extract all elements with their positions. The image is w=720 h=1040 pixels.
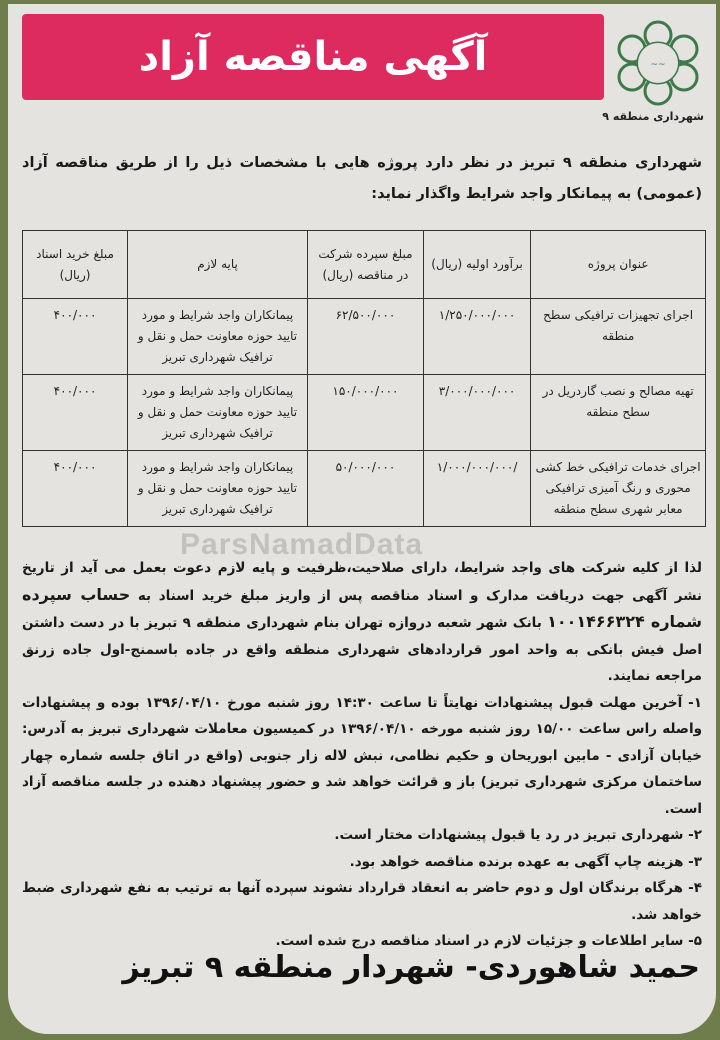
condition-item: ۲- شهرداری تبریز در رد یا قبول پیشنهادات مختار است.	[334, 827, 702, 843]
instructions-part-a: لذا از کلیه شرکت های واجد شرایط، دارای صلاحیت،ظرفیت و پایه لازم دعوت بعمل می آید از تاریخ نشر آگهی جهت دریافت مدارک و اسناد مناقصه پس از واریز مبلغ خرید اسناد به	[22, 560, 702, 604]
requirement: پیمانکاران واجد شرایط و مورد تایید حوزه معاونت حمل و نقل و ترافیک شهرداری تبریز	[128, 451, 308, 527]
doc-price: ۴۰۰/۰۰۰	[23, 451, 128, 527]
project-title: تهیه مصالح و نصب گاردریل در سطح منطقه	[531, 375, 706, 451]
project-title: اجرای تجهیزات ترافیکی سطح منطقه	[531, 299, 706, 375]
requirement: پیمانکاران واجد شرایط و مورد تایید حوزه معاونت حمل و نقل و ترافیک شهرداری تبریز	[128, 375, 308, 451]
estimate: ۱/۲۵۰/۰۰۰/۰۰۰	[423, 299, 530, 375]
doc-price: ۴۰۰/۰۰۰	[23, 375, 128, 451]
condition-item: ۱- آخرین مهلت قبول پیشنهادات نهایتاً تا ساعت ۱۴:۳۰ روز شنبه مورخ ۱۳۹۶/۰۴/۱۰ بوده و پیشنهادات واصله راس ساعت ۱۵/۰۰ روز شنبه مورخه ۱۳۹۶/۰۴/۱۰ در کمیسیون معاملات شهرداری تبریز به آدرس: خیابان آزادی - مابین ابوریحان و حکیم نظامی، نبش لاله زار جنوبی (واقع در اتاق جلسه شماره چهار ساختمان مرکزی شهرداری تبریز) باز و قرائت خواهد شد و حضور پیشنهاد دهنده در جلسه مناقصه آزاد است.	[22, 694, 703, 817]
doc-price: ۴۰۰/۰۰۰	[23, 299, 128, 375]
watermark: ParsNamadData	[180, 528, 424, 561]
table-row	[23, 299, 706, 375]
header-doc-price: مبلغ خرید اسناد (ریال)	[23, 231, 128, 299]
notice-body	[22, 555, 702, 955]
header-deposit: مبلغ سپرده شرکت در مناقصه (ریال)	[307, 231, 423, 299]
instructions-part-b: بانک شهر شعبه دروازه تهران بنام شهرداری منطقه ۹ تبریز با در دست داشتن اصل فیش بانکی به واحد امور قراردادهای شهرداری منطقه واقع در جاده باسمنج-اول جاده زرنق مراجعه نمایند.	[22, 615, 702, 684]
condition-item: ۳- هزینه چاپ آگهی به عهده برنده مناقصه خواهد بود.	[349, 853, 702, 870]
projects-table	[22, 230, 706, 527]
title-banner	[22, 14, 604, 100]
table-row	[23, 375, 706, 451]
svg-text:~~: ~~	[650, 60, 666, 70]
notice-title: آگهی مناقصه آزاد	[138, 34, 488, 80]
account-number: حساب سپرده شماره ۱۰۰۱۴۶۶۳۲۴	[22, 584, 703, 631]
organization-name: شهرداری منطقه ۹	[602, 110, 704, 123]
municipality-logo-icon	[610, 18, 706, 108]
header-project-title: عنوان پروژه	[531, 231, 706, 299]
table-row	[23, 451, 706, 527]
estimate: ۳/۰۰۰/۰۰۰/۰۰۰	[423, 375, 530, 451]
project-title: اجرای خدمات ترافیکی خط کشی محوری و رنگ آمیزی ترافیکی معابر شهری سطح منطقه	[531, 451, 706, 527]
intro-text: شهرداری منطقه ۹ تبریز در نظر دارد پروژه هایی با مشخصات ذیل را از طریق مناقصه آزاد (عمومی) به پیمانکار واجد شرایط واگذار نماید:	[22, 155, 702, 202]
deposit: ۱۵۰/۰۰۰/۰۰۰	[307, 375, 423, 451]
condition-item: ۵- سایر اطلاعات و جزئیات لازم در اسناد مناقصه درج شده است.	[275, 933, 702, 949]
header-requirement: پایه لازم	[128, 231, 308, 299]
condition-item: ۴- هرگاه برندگان اول و دوم حاضر به انعقاد قرارداد نشوند سپرده آنها به ترتیب به نفع شهرداری ضبط خواهد شد.	[22, 880, 702, 923]
requirement: پیمانکاران واجد شرایط و مورد تایید حوزه معاونت حمل و نقل و ترافیک شهرداری تبریز	[128, 299, 308, 375]
header-estimate: برآورد اولیه (ریال)	[423, 231, 530, 299]
instructions-paragraph	[22, 555, 702, 690]
signature: حمید شاهوردی- شهردار منطقه ۹ تبریز	[122, 950, 700, 985]
table-header-row	[23, 231, 706, 299]
deposit: ۶۲/۵۰۰/۰۰۰	[307, 299, 423, 375]
deposit: ۵۰/۰۰۰/۰۰۰	[307, 451, 423, 527]
estimate: /۱/۰۰۰/۰۰۰/۰۰۰	[423, 451, 530, 527]
